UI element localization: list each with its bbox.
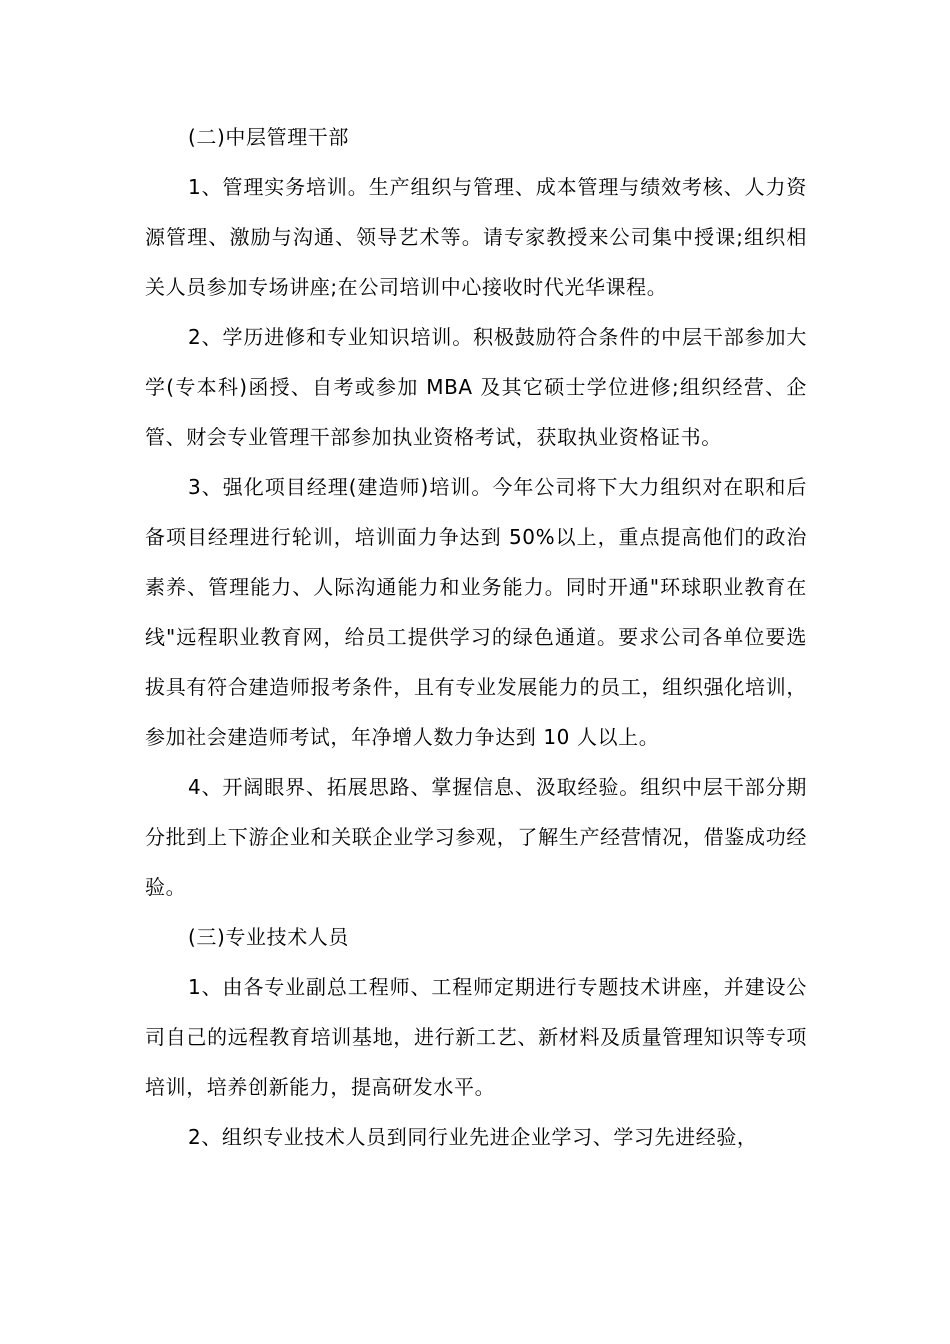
section-heading-technical-staff: (三)专业技术人员 <box>188 925 350 949</box>
section-heading-middle-managers: (二)中层管理干部 <box>188 125 350 149</box>
paragraph-broaden-horizons: 4、开阔眼界、拓展思路、掌握信息、汲取经验。组织中层干部分期分批到上下游企业和关联企业学习参观，了解生产经营情况，借鉴成功经验。 <box>145 775 807 899</box>
paragraph-technical-lectures: 1、由各专业副总工程师、工程师定期进行专题技术讲座，并建设公司自己的远程教育培训基地，进行新工艺、新材料及质量管理知识等专项培训，培养创新能力，提高研发水平。 <box>145 975 807 1099</box>
document-body <box>145 112 807 1162</box>
paragraph-project-manager-training: 3、强化项目经理(建造师)培训。今年公司将下大力组织对在职和后备项目经理进行轮训，培训面力争达到 50%以上，重点提高他们的政治素养、管理能力、人际沟通能力和业务能力。同时开通"环球职业教育在线"远程职业教育网，给员工提供学习的绿色通道。要求公司各单位要选拔具有符合建造师报考条件，且有专业发展能力的员工，组织强化培训，参加社会建造师考试，年净增人数力争达到 10 人以上。 <box>145 475 807 749</box>
paragraph-industry-visits: 2、组织专业技术人员到同行业先进企业学习、学习先进经验， <box>188 1125 758 1149</box>
paragraph-education-training: 2、学历进修和专业知识培训。积极鼓励符合条件的中层干部参加大学(专本科)函授、自考或参加 MBA 及其它硕士学位进修;组织经营、企管、财会专业管理干部参加执业资格考试，获取执业资格证书。 <box>145 325 807 449</box>
paragraph-management-training: 1、管理实务培训。生产组织与管理、成本管理与绩效考核、人力资源管理、激励与沟通、领导艺术等。请专家教授来公司集中授课;组织相关人员参加专场讲座;在公司培训中心接收时代光华课程。 <box>145 175 807 299</box>
